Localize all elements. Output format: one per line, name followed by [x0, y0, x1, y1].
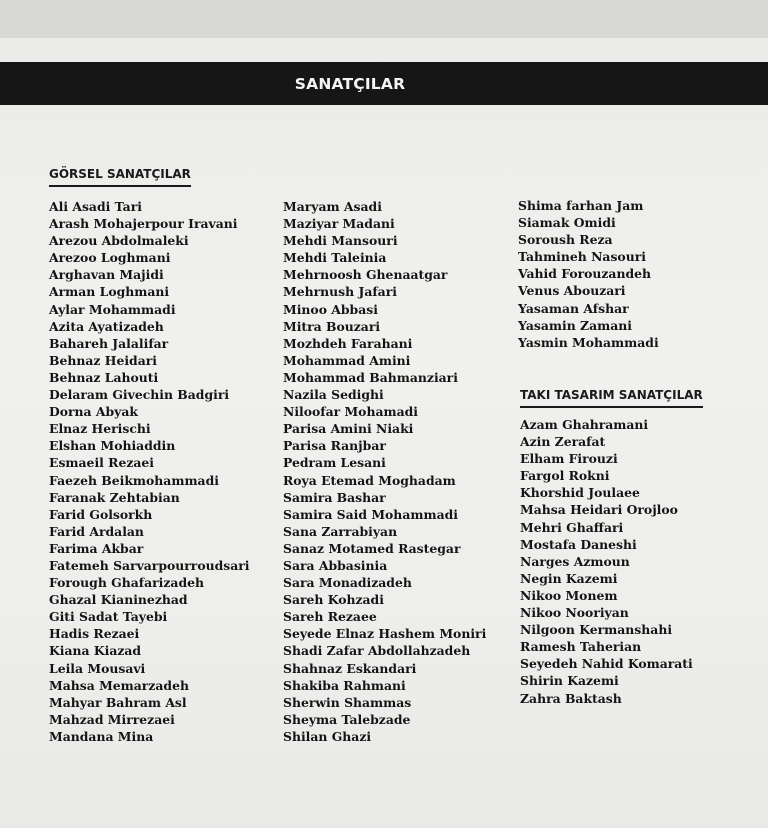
artist-name: Forough Ghafarizadeh [49, 575, 205, 591]
artist-name: Samira Bashar [283, 489, 386, 505]
artist-name: Mandana Mina [49, 728, 154, 744]
artist-name: Aylar Mohammadi [49, 301, 176, 317]
artist-name: Sara Abbasinia [283, 557, 388, 573]
artist-name: Azita Ayatizadeh [49, 318, 164, 334]
artist-name: Shakiba Rahmani [283, 677, 406, 693]
artist-name: Zahra Baktash [520, 690, 622, 706]
artist-name: Arash Mohajerpour Iravani [49, 216, 238, 232]
artist-name: Behnaz Heidari [49, 352, 157, 368]
visual-artists-column-2 [283, 198, 486, 745]
artist-name: Sherwin Shammas [283, 694, 412, 710]
artist-name: Ramesh Taherian [520, 639, 642, 655]
artist-name: Leila Mousavi [49, 660, 146, 676]
artist-name: Maziyar Madani [283, 216, 395, 232]
artist-name: Roya Etemad Moghadam [283, 472, 456, 488]
visual-artists-heading: GÖRSEL SANATÇILAR [49, 167, 191, 187]
artist-name: Farid Golsorkh [49, 506, 153, 522]
artist-name: Mitra Bouzari [283, 318, 381, 334]
artist-name: Bahareh Jalalifar [49, 335, 169, 351]
artist-name: Parisa Amini Niaki [283, 421, 414, 437]
artist-name: Faezeh Beikmohammadi [49, 472, 219, 488]
artist-name: Faranak Zehtabian [49, 489, 180, 505]
artist-name: Elnaz Herischi [49, 421, 151, 437]
artist-name: Esmaeil Rezaei [49, 455, 155, 471]
artist-name: Delaram Givechin Badgiri [49, 387, 230, 403]
artist-name: Sara Monadizadeh [283, 575, 412, 591]
artist-name: Soroush Reza [518, 232, 613, 248]
artist-name: Farid Ardalan [49, 523, 144, 539]
jewelry-artists-list [520, 416, 693, 707]
artist-name: Shirin Kazemi [520, 673, 619, 689]
artist-name: Giti Sadat Tayebi [49, 609, 168, 625]
artist-name: Pedram Lesani [283, 455, 386, 471]
artist-name: Shima farhan Jam [518, 198, 644, 213]
artist-name: Mehdi Taleinia [283, 250, 387, 266]
artist-name: Tahmineh Nasouri [518, 249, 646, 265]
artist-name: Mahyar Bahram Asl [49, 694, 187, 710]
artist-name: Maryam Asadi [283, 199, 382, 214]
artist-name: Fargol Rokni [520, 468, 610, 484]
artist-name: Sana Zarrabiyan [283, 523, 398, 539]
page-title: SANATÇILAR [294, 74, 406, 93]
artist-name: Seyede Elnaz Hashem Moniri [283, 626, 487, 642]
artist-name: Ghazal Kianinezhad [49, 592, 188, 608]
artist-name: Hadis Rezaei [49, 626, 140, 642]
title-banner [0, 62, 768, 105]
artist-name: Elshan Mohiaddin [49, 438, 176, 454]
artist-name: Sareh Rezaee [283, 609, 377, 625]
artist-name: Shilan Ghazi [283, 728, 372, 744]
artist-name: Seyedeh Nahid Komarati [520, 656, 693, 672]
artist-name: Arezoo Loghmani [49, 250, 171, 266]
artist-name: Dorna Abyak [49, 404, 138, 420]
artist-name: Mehrnoosh Ghenaatgar [283, 267, 448, 283]
artist-name: Yasaman Afshar [518, 300, 629, 316]
artist-name: Behnaz Lahouti [49, 369, 159, 385]
artist-name: Mehri Ghaffari [520, 519, 624, 535]
artist-name: Mohammad Amini [283, 352, 411, 368]
artist-name: Vahid Forouzandeh [518, 266, 652, 282]
artist-name: Nikoo Nooriyan [520, 605, 629, 621]
artist-name: Ali Asadi Tari [49, 199, 142, 214]
artist-name: Shahnaz Eskandari [283, 660, 417, 676]
artist-name: Siamak Omidi [518, 215, 616, 231]
artist-name: Farima Akbar [49, 540, 144, 556]
artist-name: Arghavan Majidi [49, 267, 164, 283]
artist-name: Shadi Zafar Abdollahzadeh [283, 643, 471, 659]
artist-name: Arezou Abdolmaleki [49, 233, 189, 249]
artist-name: Venus Abouzari [518, 283, 626, 299]
artist-name: Sareh Kohzadi [283, 592, 384, 608]
artist-name: Samira Said Mohammadi [283, 506, 458, 522]
artist-name: Nikoo Monem [520, 587, 618, 603]
artist-name: Elham Firouzi [520, 451, 618, 467]
artist-name: Narges Azmoun [520, 553, 630, 569]
artist-name: Mahzad Mirrezaei [49, 711, 175, 727]
artist-name: Sanaz Motamed Rastegar [283, 540, 461, 556]
jewelry-artists-heading: TAKI TASARIM SANATÇILAR [520, 388, 703, 408]
artist-name: Negin Kazemi [520, 570, 618, 586]
visual-artists-column-3 [518, 197, 659, 351]
artist-name: Azin Zerafat [520, 434, 606, 450]
artist-name: Mahsa Memarzadeh [49, 677, 189, 693]
artist-name: Yasamin Zamani [518, 317, 632, 333]
artist-name: Niloofar Mohamadi [283, 404, 418, 420]
visual-artists-column-1 [49, 198, 250, 745]
artist-name: Mozhdeh Farahani [283, 335, 413, 351]
artist-name: Azam Ghahramani [520, 417, 649, 432]
artist-name: Mostafa Daneshi [520, 536, 637, 552]
artist-name: Nilgoon Kermanshahi [520, 622, 673, 638]
artist-name: Khorshid Joulaee [520, 485, 640, 501]
artist-name: Mohammad Bahmanziari [283, 369, 458, 385]
artist-name: Sheyma Talebzade [283, 711, 411, 727]
artist-name: Kiana Kiazad [49, 643, 142, 659]
artist-name: Nazila Sedighi [283, 387, 384, 403]
artist-name: Mehrnush Jafari [283, 284, 397, 300]
artist-name: Parisa Ranjbar [283, 438, 386, 454]
artist-name: Fatemeh Sarvarpourroudsari [49, 557, 250, 573]
artist-name: Mahsa Heidari Orojloo [520, 502, 678, 518]
artist-name: Yasmin Mohammadi [518, 334, 659, 350]
artist-name: Minoo Abbasi [283, 301, 378, 317]
artist-name: Arman Loghmani [49, 284, 170, 300]
artist-name: Mehdi Mansouri [283, 233, 398, 249]
